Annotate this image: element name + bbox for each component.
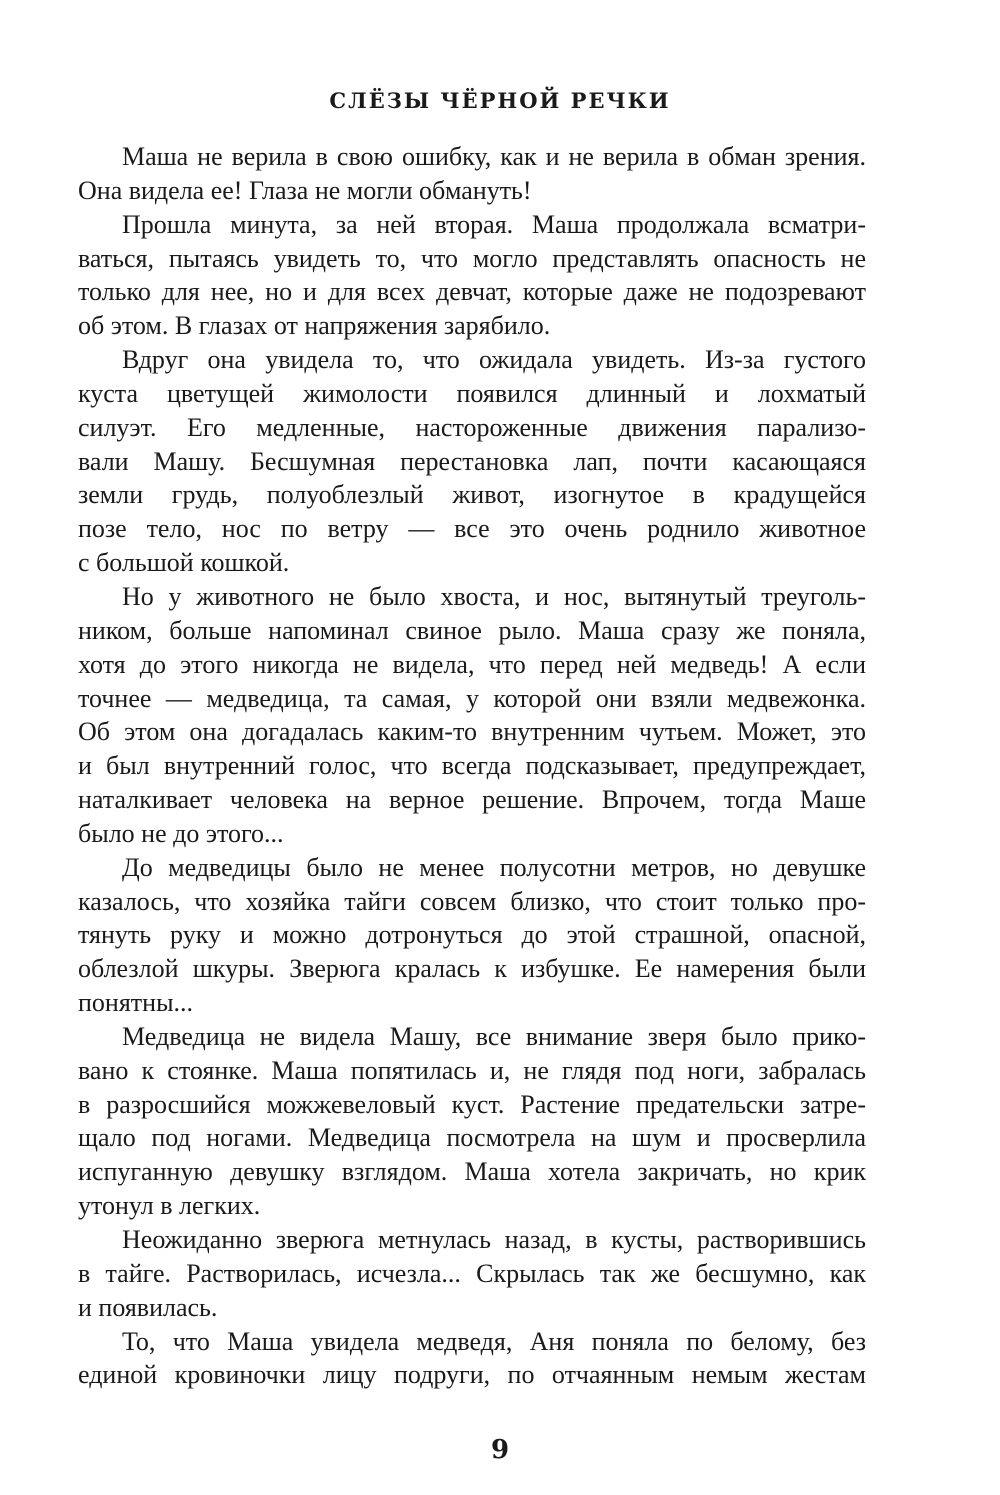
paragraph bbox=[78, 580, 866, 851]
paragraph bbox=[78, 140, 866, 208]
text-line: земли грудь, полуоблезлый живот, изогнутое в крадущейся bbox=[78, 480, 866, 510]
text-line: До медведицы было не менее полусотни метров, но девушке bbox=[122, 852, 866, 882]
text-line: Вдруг она увидела то, что ожидала увидеть. Из-за густого bbox=[122, 345, 866, 375]
text-line: куста цветущей жимолости появился длинный и лохматый bbox=[78, 378, 866, 408]
text-line: Маша не верила в свою ошибку, как и не верила в обман зрения. bbox=[122, 142, 866, 171]
text-line: Но у животного не было хвоста, и нос, вытянутый треуголь- bbox=[122, 581, 866, 611]
text-line: Неожиданно зверюга метнулась назад, в кусты, растворившись bbox=[122, 1225, 866, 1254]
paragraph bbox=[78, 851, 866, 1020]
text-line: и появилась. bbox=[78, 1292, 218, 1322]
paragraph bbox=[78, 1020, 866, 1223]
text-line: испуганную девушку взглядом. Маша хотела закричать, но крик bbox=[78, 1157, 866, 1187]
text-line: единой кровиночки лицу подруги, по отчаянным немым жестам bbox=[78, 1360, 866, 1390]
text-line: в разросшийся можжевеловый куст. Растение предательски затре- bbox=[78, 1089, 866, 1119]
page-number: 9 bbox=[490, 1435, 510, 1465]
text-line: То, что Маша увидела медведя, Аня поняла по белому, без bbox=[122, 1326, 866, 1356]
text-line: облезлой шкуры. Зверюга кралась к избушке. Ее намерения были bbox=[78, 954, 866, 984]
text-line: Об этом она догадалась каким-то внутренним чутьем. Может, это bbox=[78, 717, 866, 747]
text-line: ником, больше напоминал свиное рыло. Маша сразу же поняла, bbox=[78, 615, 866, 645]
text-line: наталкивает человека на верное решение. Впрочем, тогда Маше bbox=[78, 785, 866, 815]
text-line: Прошла минута, за ней вторая. Маша продолжала всматри- bbox=[122, 209, 866, 239]
text-line: казалось, что хозяйка тайги совсем близко, что стоит только про- bbox=[78, 886, 866, 916]
text-line: и был внутренний голос, что всегда подсказывает, предупреждает, bbox=[78, 751, 866, 781]
text-line: в тайге. Растворилась, исчезла... Скрылась так же бесшумно, как bbox=[78, 1258, 866, 1288]
text-line: Медведица не видела Машу, все внимание зверя было прико- bbox=[122, 1021, 866, 1051]
running-title: СЛЁЗЫ ЧЁРНОЙ РЕЧКИ bbox=[329, 88, 671, 113]
paragraph bbox=[78, 208, 866, 343]
text-line: было не до этого... bbox=[78, 818, 284, 848]
text-line: только для нее, но и для всех девчат, которые даже не подозревают bbox=[78, 277, 866, 307]
text-line: тянуть руку и можно дотронуться до этой страшной, опасной, bbox=[78, 920, 866, 950]
paragraph bbox=[78, 1223, 866, 1325]
text-line: об этом. В глазах от напряжения зарябило. bbox=[78, 311, 551, 341]
paragraph bbox=[78, 1325, 866, 1393]
text-line: силуэт. Его медленные, настороженные движения парализо- bbox=[78, 412, 866, 442]
text-line: вали Машу. Бесшумная перестановка лап, почти касающаяся bbox=[78, 446, 866, 476]
paragraph bbox=[78, 343, 866, 580]
text-line: утонул в легких. bbox=[78, 1191, 261, 1221]
body-text bbox=[78, 140, 866, 1392]
text-line: с большой кошкой. bbox=[78, 548, 290, 578]
text-line: точнее — медведица, та самая, у которой они взяли медвежонка. bbox=[78, 683, 866, 713]
text-line: позе тело, нос по ветру — все это очень роднило животное bbox=[78, 514, 866, 544]
text-line: щало под ногами. Медведица посмотрела на шум и просверлила bbox=[78, 1123, 866, 1153]
text-line: Она видела ее! Глаза не могли обмануть! bbox=[78, 175, 532, 205]
text-line: понятны... bbox=[78, 988, 194, 1018]
text-line: хотя до этого никогда не видела, что перед ней медведь! А если bbox=[78, 649, 866, 679]
text-line: ваться, пытаясь увидеть то, что могло представлять опасность не bbox=[78, 243, 866, 273]
text-line: вано к стоянке. Маша попятилась и, не глядя под ноги, забралась bbox=[78, 1055, 866, 1085]
